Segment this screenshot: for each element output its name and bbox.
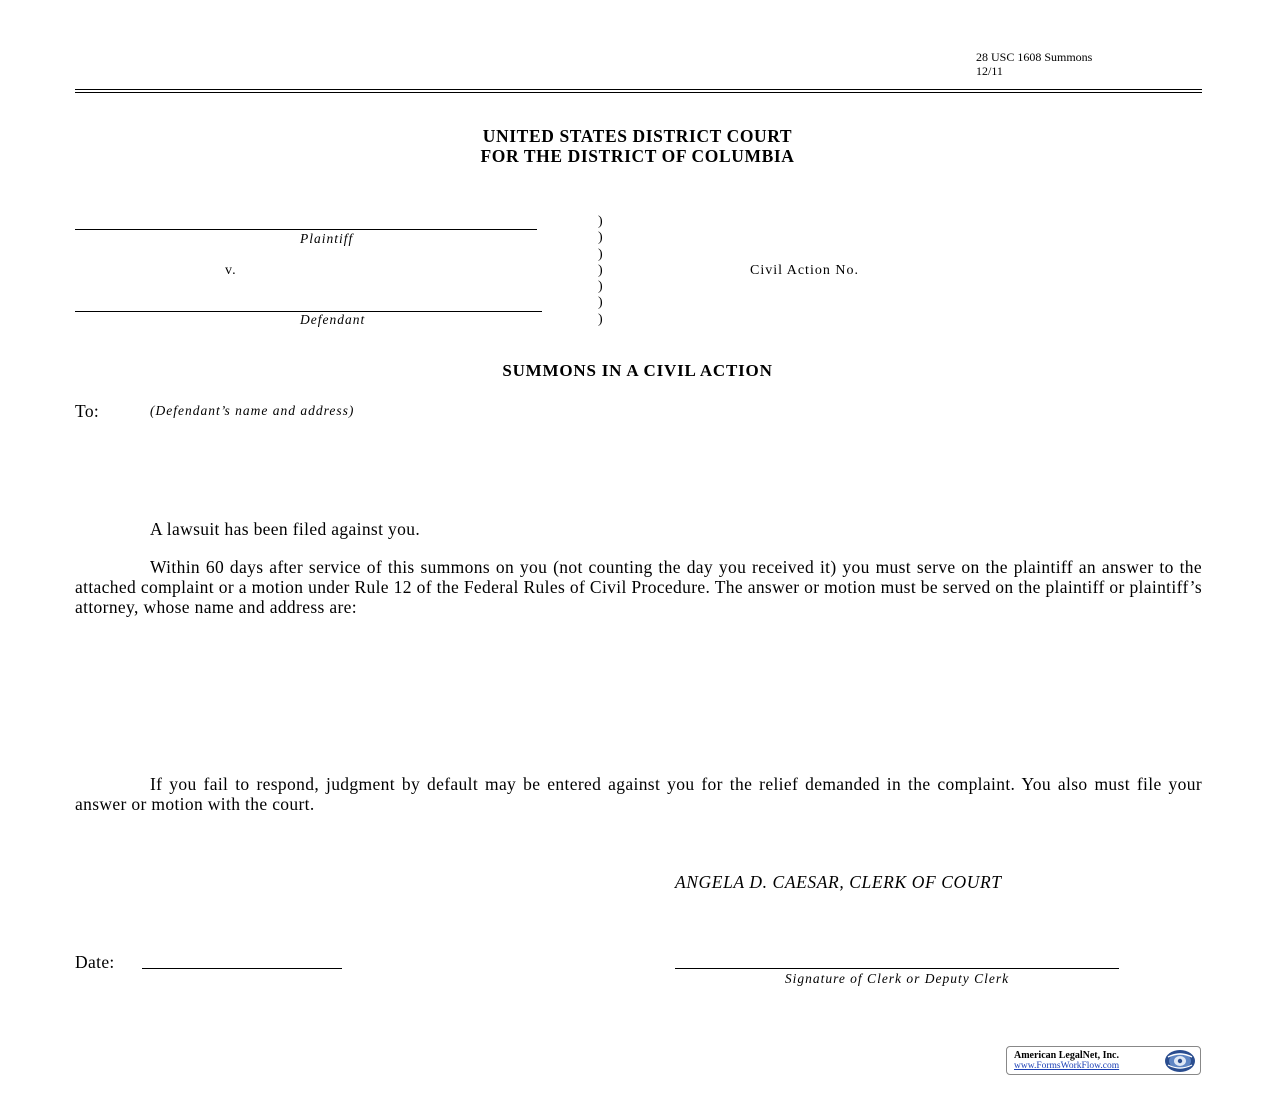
plaintiff-name-line[interactable] [75,229,537,230]
summons-title: SUMMONS IN A CIVIL ACTION [502,361,773,380]
date-label: Date: [75,952,115,972]
form-code: 28 USC 1608 Summons [976,50,1093,64]
logo-url-link[interactable]: www.FormsWorkFlow.com [1014,1061,1120,1071]
caption-bracket: ) [598,262,603,278]
defendant-address-placeholder[interactable]: (Defendant’s name and address) [150,403,355,418]
paragraph-response-deadline: Within 60 days after service of this summons on you (not counting the day you received it) you must serve on the plaintiff an answer to the attached complaint or a motion under Rule 12 of the Federal Rules of Civil Procedure. The answer or motion must be served on the plaintiff or plaintiff’s attorney, whose name and address are: [75,557,1202,617]
date-line[interactable] [142,968,342,969]
court-name-line1: UNITED STATES DISTRICT COURT [482,126,793,146]
to-label: To: [75,401,100,421]
american-legalnet-logo[interactable] [1006,1046,1201,1075]
paragraph-text: A lawsuit has been filed against you. [150,519,421,539]
header-rule-top [75,89,1202,90]
caption-bracket: ) [598,311,603,327]
form-identifier [976,50,1092,78]
clerk-name: ANGELA D. CAESAR, CLERK OF COURT [675,872,1002,892]
signature-label: Signature of Clerk or Deputy Clerk [784,971,1010,986]
plaintiff-label: Plaintiff [300,231,354,246]
signature-line[interactable] [675,968,1119,969]
caption-bracket: ) [598,230,603,246]
court-name-line2: FOR THE DISTRICT OF COLUMBIA [480,146,795,166]
versus-label: v. [225,263,237,278]
caption-brackets [598,214,603,328]
logo-company-name: American LegalNet, Inc. [1014,1050,1119,1061]
civil-action-label: Civil Action No. [750,263,859,278]
caption-bracket: ) [598,295,603,311]
header-rule-bottom [75,92,1202,93]
paragraph-default-warning: If you fail to respond, judgment by default may be entered against you for the relief demanded in the complaint. You also must file your answer or motion with the court. [75,774,1202,814]
form-date: 12/11 [976,64,1003,78]
caption-bracket: ) [598,214,603,229]
defendant-label: Defendant [300,312,366,327]
globe-logo-icon [1163,1048,1197,1074]
caption-bracket: ) [598,279,603,295]
caption-bracket: ) [598,246,603,262]
paragraph-lawsuit-filed [75,519,1202,539]
